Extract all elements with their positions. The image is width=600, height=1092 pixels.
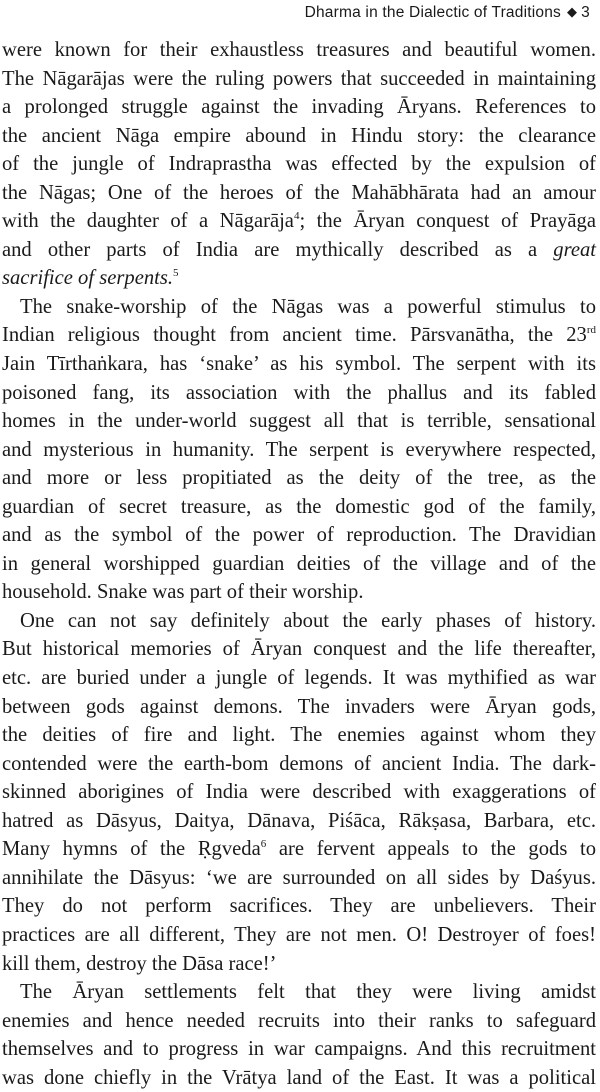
text-line: practices are all different, They are not men. O! Destroyer of foes! <box>2 923 596 946</box>
text-line: in general worshipped guardian deities of the village and of the <box>2 552 596 575</box>
text-line: The Āryan settlements felt that they were living amidst <box>20 981 596 1004</box>
text-line: homes in the under-world suggest all that is terrible, sensational <box>2 410 596 433</box>
text-line: and mysterious in humanity. The serpent is everywhere respected, <box>2 438 596 461</box>
text-line <box>2 236 596 265</box>
text-line: household. Snake was part of their worship. <box>2 581 364 604</box>
footnote-ref: 6 <box>260 838 267 851</box>
text-line: and as the symbol of the power of reproduction. The Dravidian <box>2 524 596 547</box>
italic-text: sacrifice of serpents. <box>2 267 174 290</box>
text-line <box>2 207 596 236</box>
text-line: the Nāgas; One of the heroes of the Mahābhārata had an amour <box>2 181 596 204</box>
text-line: skinned aborigines of India were described with exaggerations of <box>2 781 596 804</box>
italic-text: great <box>553 238 596 261</box>
body-text <box>2 36 596 1092</box>
diamond-icon: ◆ <box>566 4 578 19</box>
text-line: a prolonged struggle against the invading Āryans. References to <box>2 96 596 119</box>
text-line: etc. are buried under a jungle of legends. It was mythified as war <box>2 667 596 690</box>
text-segment: Many hymns of the Ṛgveda <box>2 838 261 861</box>
text-line <box>2 835 596 864</box>
footnote-ref: 4 <box>293 210 300 223</box>
text-line <box>2 321 596 350</box>
running-header <box>305 4 590 22</box>
text-segment: Indian religious thought from ancient time. Pārsvanātha, the 23 <box>2 324 587 347</box>
text-line: But historical memories of Āryan conquest and the life thereafter, <box>2 638 596 661</box>
text-line: the deities of fire and light. The enemies against whom they <box>2 724 596 747</box>
running-title: Dharma in the Dialectic of Traditions <box>304 4 561 21</box>
text-line: the ancient Nāga empire abound in Hindu story: the clearance <box>2 124 596 147</box>
text-segment: with the daughter of a Nāgarāja <box>2 210 294 233</box>
text-line: contended were the earth-bom demons of ancient India. The dark- <box>2 752 596 775</box>
page-number: 3 <box>581 4 590 21</box>
text-line: and more or less propitiated as the deity of the tree, as the <box>2 467 596 490</box>
text-line: was done chiefly in the Vrātya land of the East. It was a political <box>2 1066 596 1089</box>
text-line: were known for their exhaustless treasures and beautiful women. <box>2 39 596 61</box>
text-line: hatred as Dāsyus, Daitya, Dānava, Piśāca, Rākṣasa, Barbara, etc. <box>2 809 596 832</box>
text-line: The snake-worship of the Nāgas was a powerful stimulus to <box>20 295 596 318</box>
text-line: poisoned fang, its association with the phallus and its fabled <box>2 381 596 404</box>
text-line: enemies and hence needed recruits into their ranks to safeguard <box>2 1009 596 1032</box>
text-line: themselves and to progress in war campaigns. And this recruitment <box>2 1038 596 1061</box>
text-line: of the jungle of Indraprastha was effected by the expulsion of <box>2 153 596 176</box>
text-line: guardian of secret treasure, as the domestic god of the family, <box>2 495 596 518</box>
text-line: annihilate the Dāsyus: ‘we are surrounded on all sides by Daśyus. <box>2 866 596 889</box>
text-segment: are fervent appeals to the gods to <box>266 838 596 861</box>
text-line: kill them, destroy the Dāsa race!’ <box>2 952 277 975</box>
text-line: The Nāgarājas were the ruling powers that succeeded in maintaining <box>2 67 596 90</box>
text-segment: and other parts of India are mythically described as a <box>2 238 538 261</box>
footnote-ref: 5 <box>173 267 179 280</box>
text-line: between gods against demons. The invaders were Āryan gods, <box>2 695 596 718</box>
text-line: One can not say definitely about the early phases of history. <box>20 609 596 632</box>
text-line <box>2 264 596 293</box>
ordinal-suffix: rd <box>586 324 596 337</box>
text-line: Jain Tīrthaṅkara, has ‘snake’ as his symbol. The serpent with its <box>2 353 596 376</box>
text-line: They do not perform sacrifices. They are unbelievers. Their <box>2 895 596 918</box>
text-segment: ; the Āryan conquest of Prayāga <box>299 210 596 233</box>
